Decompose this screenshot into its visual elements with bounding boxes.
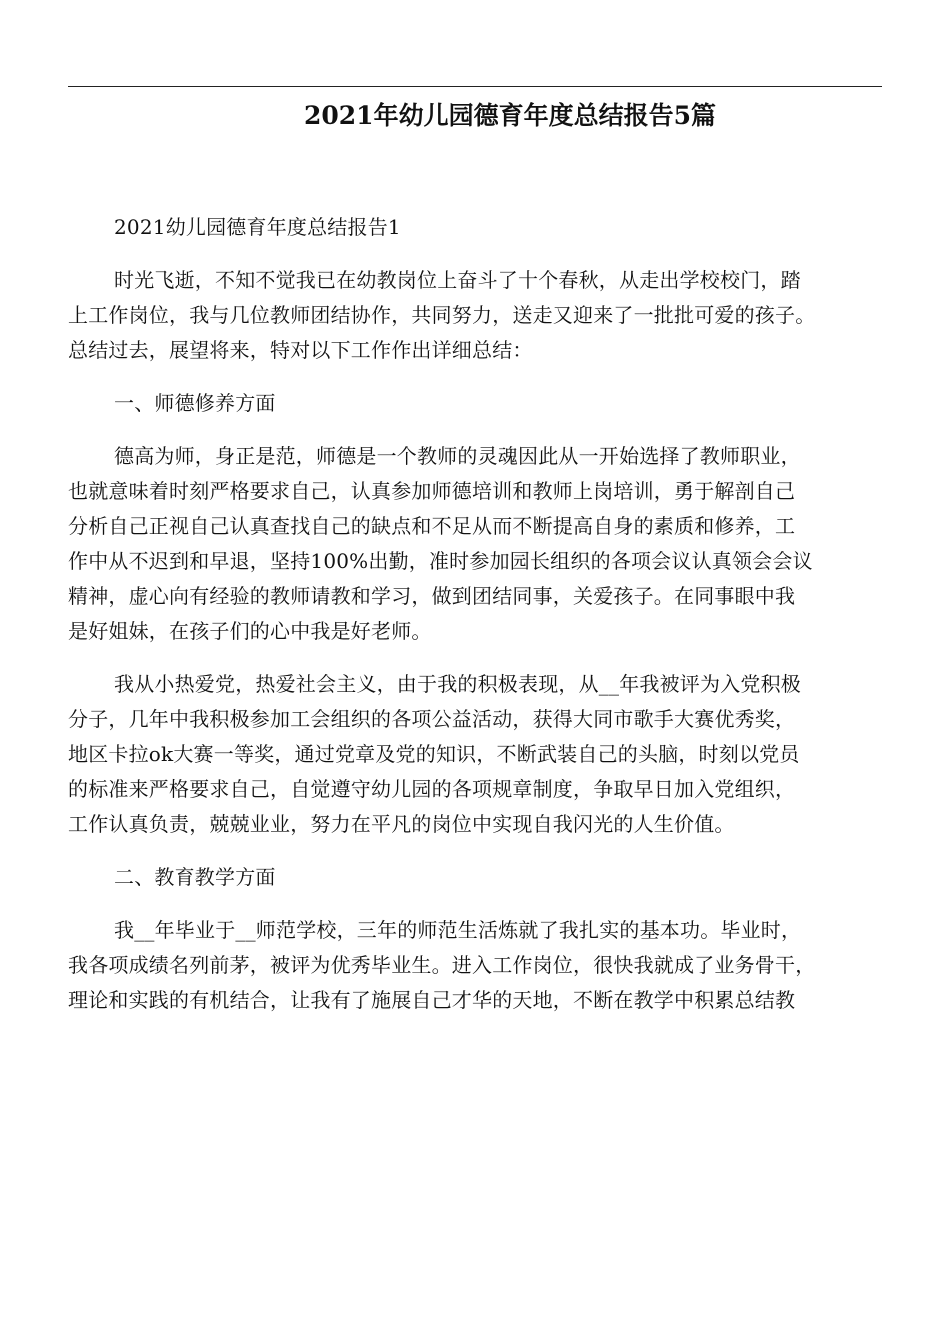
paragraph-line: 二、教育教学方面: [114, 865, 276, 889]
paragraph-line: 一、师德修养方面: [114, 391, 276, 415]
paragraph-line: 工作认真负责，兢兢业业，努力在平凡的岗位中实现自我闪光的人生价值。: [68, 812, 735, 836]
paragraph-line: 我各项成绩名列前茅，被评为优秀毕业生。进入工作岗位，很快我就成了业务骨干，: [68, 953, 816, 977]
paragraph-line: 地区卡拉ok大赛一等奖，通过党章及党的知识，不断武装自己的头脑，时刻以党员: [68, 742, 800, 766]
paragraph: [68, 667, 884, 842]
paragraph-line: 德高为师，身正是范，师德是一个教师的灵魂因此从一开始选择了教师职业，: [114, 444, 801, 468]
paragraph-line: 我从小热爱党，热爱社会主义，由于我的积极表现，从__年我被评为入党积极: [114, 672, 801, 696]
paragraph-line: 是好姐妹，在孩子们的心中我是好老师。: [68, 619, 432, 643]
paragraph: [68, 860, 884, 895]
paragraph-line: 也就意味着时刻严格要求自己，认真参加师德培训和教师上岗培训，勇于解剖自己: [68, 479, 796, 503]
paragraph-line: 精神，虚心向有经验的教师请教和学习，做到团结同事，关爱孩子。在同事眼中我: [68, 584, 796, 608]
paragraph: [68, 913, 884, 1018]
header-rule: [68, 86, 882, 87]
paragraph-line: 总结过去，展望将来，特对以下工作作出详细总结：: [68, 338, 533, 362]
paragraph-line: 作中从不迟到和早退，坚持100%出勤，准时参加园长组织的各项会议认真领会会议: [68, 549, 813, 573]
paragraph: [68, 263, 884, 368]
paragraph: [68, 439, 884, 649]
paragraph: [68, 210, 884, 245]
document-body: [68, 210, 884, 1018]
paragraph-line: 我__年毕业于__师范学校，三年的师范生活炼就了我扎实的基本功。毕业时，: [114, 918, 802, 942]
paragraph-line: 分子，几年中我积极参加工会组织的各项公益活动，获得大同市歌手大赛优秀奖，: [68, 707, 796, 731]
paragraph: [68, 386, 884, 421]
document-title: 2021年幼儿园德育年度总结报告5篇: [304, 101, 716, 130]
paragraph-line: 理论和实践的有机结合，让我有了施展自己才华的天地，不断在教学中积累总结教: [68, 988, 796, 1012]
paragraph-line: 2021幼儿园德育年度总结报告1: [114, 215, 401, 239]
paragraph-line: 上工作岗位，我与几位教师团结协作，共同努力，送走又迎来了一批批可爱的孩子。: [68, 303, 816, 327]
paragraph-line: 分析自己正视自己认真查找自己的缺点和不足从而不断提高自身的素质和修养，工: [68, 514, 796, 538]
paragraph-line: 的标准来严格要求自己，自觉遵守幼儿园的各项规章制度，争取早日加入党组织，: [68, 777, 796, 801]
paragraph-line: 时光飞逝，不知不觉我已在幼教岗位上奋斗了十个春秋，从走出学校校门，踏: [114, 268, 801, 292]
